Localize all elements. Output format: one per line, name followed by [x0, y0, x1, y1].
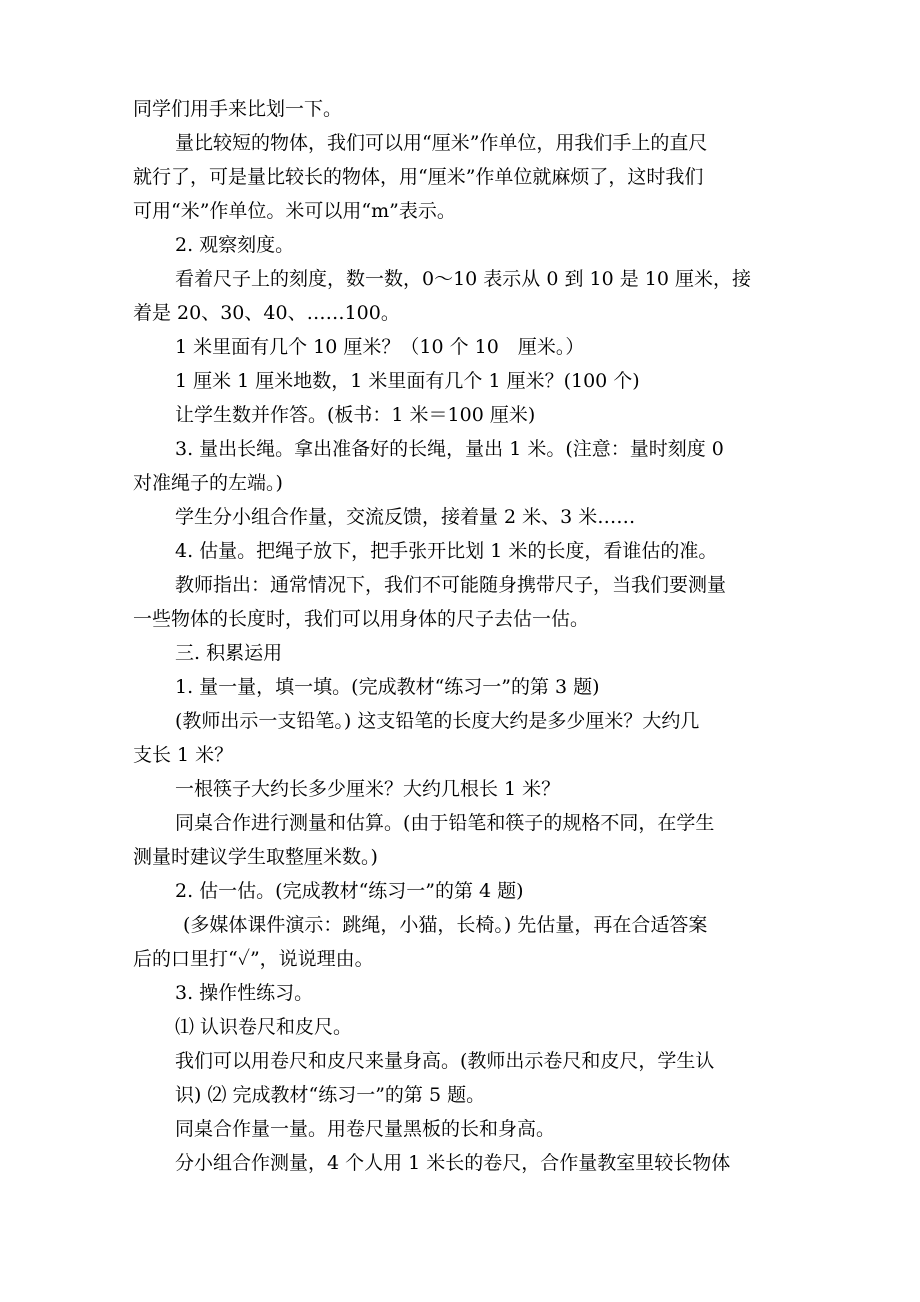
section-heading: 2. 估一估。(完成教材“练习一”的第 4 题): [175, 880, 524, 902]
section-heading: 2. 观察刻度。: [175, 234, 295, 256]
text-line: ⑴ 认识卷尺和皮尺。: [175, 1016, 353, 1038]
section-heading: 4. 估量。把绳子放下，把手张开比划 1 米的长度，看谁估的准。: [175, 540, 718, 562]
text-line: 1 厘米 1 厘米地数，1 米里面有几个 1 厘米？(100 个): [175, 370, 640, 392]
text-line: 测量时建议学生取整厘米数。): [133, 846, 378, 868]
text-line: 同桌合作进行测量和估算。(由于铅笔和筷子的规格不同，在学生: [175, 812, 715, 834]
text-line: 看着尺子上的刻度，数一数，0～10 表示从 0 到 10 是 10 厘米，接: [175, 268, 751, 290]
text-line: 对准绳子的左端。): [133, 472, 283, 494]
text-line: 一根筷子大约长多少厘米？大约几根长 1 米？: [175, 778, 561, 800]
text-line: 同桌合作量一量。用卷尺量黑板的长和身高。: [175, 1118, 556, 1140]
text-line: 量比较短的物体，我们可以用“厘米”作单位，用我们手上的直尺: [175, 132, 708, 154]
document-body: [133, 92, 803, 1180]
text-line: 后的口里打“✓”，说说理由。: [133, 948, 374, 970]
section-heading: 3. 量出长绳。拿出准备好的长绳，量出 1 米。(注意：量时刻度 0: [175, 438, 724, 460]
text-line: 让学生数并作答。(板书：1 米＝100 厘米): [175, 404, 536, 426]
text-line: 教师指出：通常情况下，我们不可能随身携带尺子，当我们要测量: [175, 574, 727, 596]
text-line: 一些物体的长度时，我们可以用身体的尺子去估一估。: [133, 608, 590, 630]
section-heading: 三. 积累运用: [175, 642, 283, 664]
text-line: 支长 1 米？: [133, 744, 234, 766]
text-line: (多媒体课件演示：跳绳，小猫，长椅。) 先估量，再在合适答案: [183, 914, 708, 936]
section-heading: 3. 操作性练习。: [175, 982, 314, 1004]
text-line: 学生分小组合作量，交流反馈，接着量 2 米、3 米……: [175, 506, 636, 528]
text-line: 就行了，可是量比较长的物体，用“厘米”作单位就麻烦了，这时我们: [133, 166, 704, 188]
text-line: 同学们用手来比划一下。: [133, 98, 343, 120]
text-line: (教师出示一支铅笔。) 这支铅笔的长度大约是多少厘米？大约几: [175, 710, 700, 732]
text-line: 分小组合作测量，4 个人用 1 米长的卷尺，合作量教室里较长物体: [175, 1152, 731, 1174]
text-line: 可用“米”作单位。米可以用“m”表示。: [133, 200, 456, 222]
text-line: 1 米里面有几个 10 厘米？（10 个 10 厘米。）: [175, 336, 585, 358]
text-line: 我们可以用卷尺和皮尺来量身高。(教师出示卷尺和皮尺，学生认: [175, 1050, 715, 1072]
section-heading: 1. 量一量，填一填。(完成教材“练习一”的第 3 题): [175, 676, 600, 698]
text-line: 识) ⑵ 完成教材“练习一”的第 5 题。: [175, 1084, 486, 1106]
text-line: 着是 20、30、40、……100。: [133, 302, 400, 324]
